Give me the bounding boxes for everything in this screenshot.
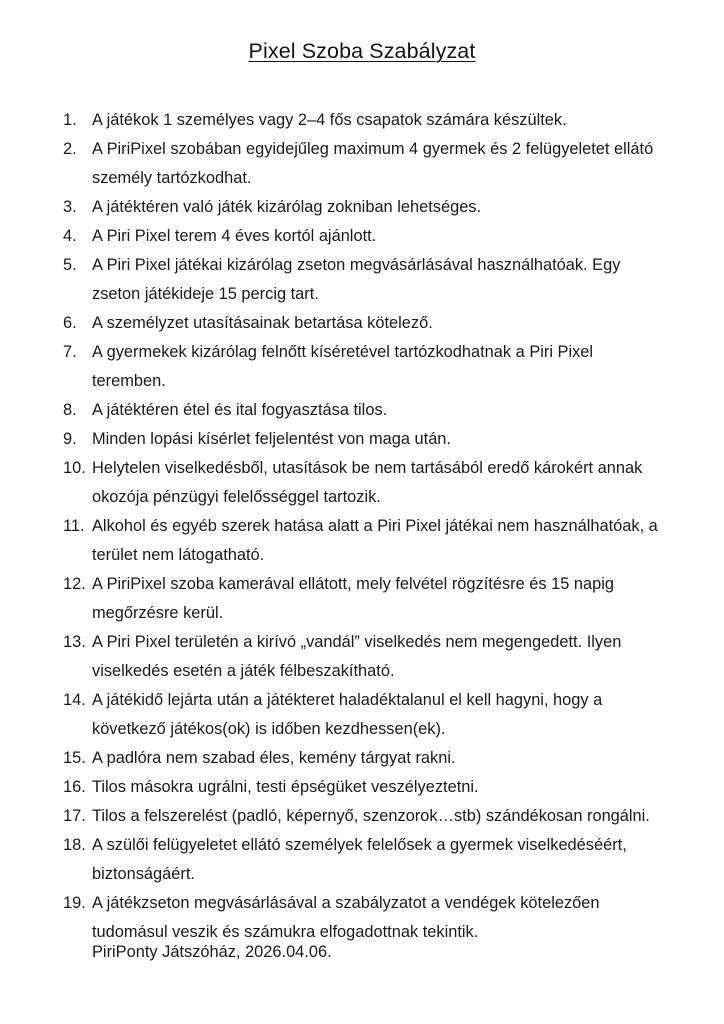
page-title <box>0 0 724 64</box>
rule-text: A játéktéren való játék kizárólag zokniban lehetséges. <box>92 198 482 216</box>
rule-item <box>0 338 724 396</box>
rule-item <box>0 193 724 222</box>
rule-text: Helytelen viselkedésből, utasítások be nem tartásából eredő károkért annak okozója pénzügyi felelősséggel tartozik. <box>92 459 643 506</box>
rule-item <box>0 396 724 425</box>
rule-item <box>0 831 724 889</box>
rule-number: 1. <box>63 111 77 129</box>
rule-text: A PiriPixel szobában egyidejűleg maximum 4 gyermek és 2 felügyeletet ellátó személy tartózkodhat. <box>92 140 654 187</box>
rule-text: A padlóra nem szabad éles, kemény tárgyat rakni. <box>92 749 456 767</box>
rule-number: 2. <box>63 140 77 158</box>
rule-number: 5. <box>63 256 77 274</box>
rule-text: Tilos a felszerelést (padló, képernyő, szenzorok…stb) szándékosan rongálni. <box>92 807 650 825</box>
rule-item <box>0 454 724 512</box>
rule-item <box>0 251 724 309</box>
rule-text: A játékok 1 személyes vagy 2–4 fős csapatok számára készültek. <box>92 111 567 129</box>
rule-number: 8. <box>63 401 77 419</box>
rule-number: 17. <box>63 807 86 825</box>
rule-text: A PiriPixel szoba kamerával ellátott, mely felvétel rögzítésre és 15 napig megőrzésre kerül. <box>92 575 615 622</box>
rule-item <box>0 628 724 686</box>
rule-text: A Piri Pixel játékai kizárólag zseton megvásárlásával használhatóak. Egy zseton játékideje 15 percig tart. <box>92 256 621 303</box>
rule-text: A szülői felügyeletet ellátó személyek felelősek a gyermek viselkedéséért, biztonságáért. <box>92 836 627 883</box>
rule-number: 10. <box>63 459 86 477</box>
rule-text: A Piri Pixel területén a kirívó „vandál” viselkedés nem megengedett. Ilyen viselkedés esetén a játék félbeszakítható. <box>92 633 622 680</box>
rule-item <box>0 744 724 773</box>
rule-number: 12. <box>63 575 86 593</box>
rule-number: 15. <box>63 749 86 767</box>
rule-item <box>0 802 724 831</box>
rule-number: 19. <box>63 894 86 912</box>
rule-item <box>0 425 724 454</box>
rule-number: 16. <box>63 778 86 796</box>
rule-number: 13. <box>63 633 86 651</box>
rule-item <box>0 512 724 570</box>
rule-text: Tilos másokra ugrálni, testi épségüket veszélyeztetni. <box>92 778 479 796</box>
rule-number: 6. <box>63 314 77 332</box>
rule-item <box>0 309 724 338</box>
rule-text: Alkohol és egyéb szerek hatása alatt a Piri Pixel játékai nem használhatóak, a terület nem látogatható. <box>92 517 658 564</box>
rule-item <box>0 570 724 628</box>
rule-number: 14. <box>63 691 86 709</box>
rule-number: 9. <box>63 430 77 448</box>
rule-text: A személyzet utasításainak betartása kötelező. <box>92 314 433 332</box>
rule-text: Minden lopási kísérlet feljelentést von maga után. <box>92 430 451 448</box>
page-title-text: Pixel Szoba Szabályzat <box>248 39 476 63</box>
rule-number: 4. <box>63 227 77 245</box>
rule-text: A játékzseton megvásárlásával a szabályzatot a vendégek kötelezően tudomásul veszik és számukra elfogadottnak tekintik. <box>92 894 600 941</box>
rule-number: 7. <box>63 343 77 361</box>
rule-item <box>0 135 724 193</box>
rule-text: A játéktéren étel és ital fogyasztása tilos. <box>92 401 388 419</box>
rule-text: A játékidő lejárta után a játékteret haladéktalanul el kell hagyni, hogy a következő játékos(ok) is időben kezdhessen(ek). <box>92 691 603 738</box>
rule-number: 3. <box>63 198 77 216</box>
rule-text: A gyermekek kizárólag felnőtt kíséretével tartózkodhatnak a Piri Pixel teremben. <box>92 343 594 390</box>
rule-item <box>0 773 724 802</box>
rule-text: A Piri Pixel terem 4 éves kortól ajánlott. <box>92 227 377 245</box>
rule-number: 18. <box>63 836 86 854</box>
rule-number: 11. <box>63 517 85 535</box>
rule-item <box>0 686 724 744</box>
rule-item <box>0 106 724 135</box>
footer-signature: PiriPonty Játszóház, 2026.04.06. <box>92 943 332 961</box>
rules-list <box>0 106 724 947</box>
rule-item <box>0 222 724 251</box>
